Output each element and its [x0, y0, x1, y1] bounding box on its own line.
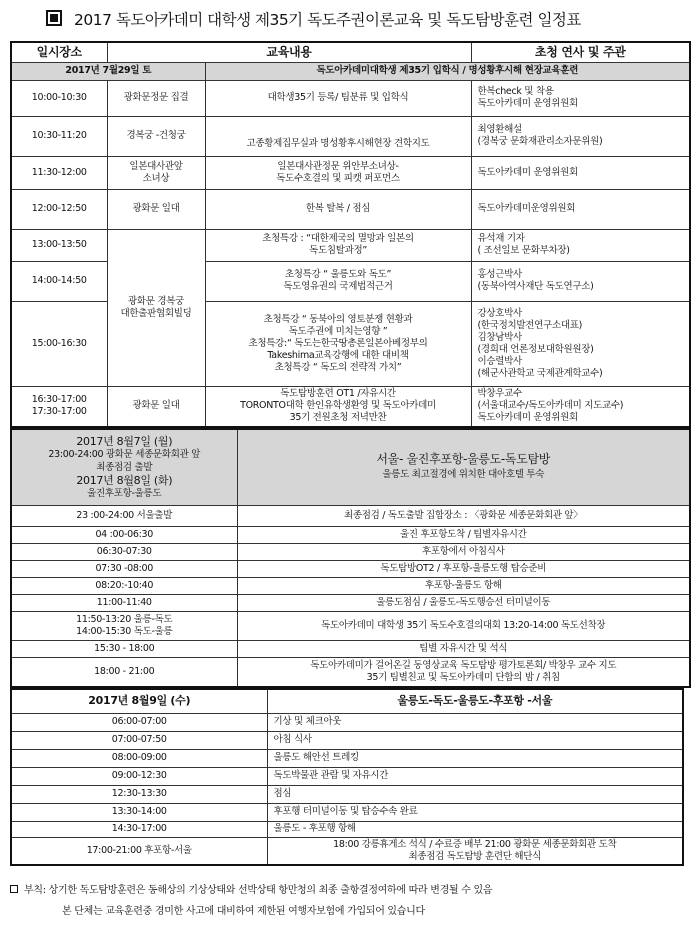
- schedule-table-day2: [10, 428, 691, 688]
- day2-left-header: [11, 429, 237, 505]
- row-time: 14:00-14:50: [11, 261, 107, 301]
- row-time: 17:00-21:00 후포항-서울: [11, 837, 267, 865]
- table-row: [11, 560, 690, 577]
- table-row: [11, 640, 690, 657]
- note-line2: 본 단체는 교육훈련중 경미한 사고에 대비하여 제한된 여행자보험에 가입되어 있습니다: [62, 906, 425, 917]
- row-time: 10:30-11:20: [11, 116, 107, 156]
- row-content: 고종황제집무실과 명성황후시해현장 견학지도: [205, 116, 471, 156]
- table-row: [11, 713, 683, 731]
- table-row: [11, 731, 683, 749]
- row-content: 독도아카데미가 걸어온길 동영상교육 독도탐방 평가토론회/ 박창우 교수 지도 35기 팀별친교 및 독도아카데미 단합의 밤 / 취침: [237, 657, 690, 687]
- table-row: [11, 594, 690, 611]
- day2-date1: 2017년 8월7일 (월): [76, 434, 173, 448]
- row-content: 초청특강 “ 동북아의 영토분쟁 현황과 독도주권에 미치는영향 ” 초청특강:“ 독도는한국땅총론일본아베정부의 Takeshima교육강행에 대한 대비책 초청특강 “ 독도의 전략적 가치”: [205, 301, 471, 386]
- row-time: 08:00-09:00: [11, 749, 267, 767]
- row-content: 울릉도 해안선 트레킹: [267, 749, 683, 767]
- row-place: 광화문 일대: [107, 189, 205, 229]
- table-row: [11, 577, 690, 594]
- day2-date2: 2017년 8월8일 (화): [76, 473, 173, 487]
- row-time: 06:00-07:00: [11, 713, 267, 731]
- row-place: 일본대사관앞 소녀상: [107, 156, 205, 189]
- row-speaker: 독도아카데미운영위원회: [471, 189, 690, 229]
- row-time: 06:30-07:30: [11, 543, 237, 560]
- row-speaker: 박창우교수 (서울대교수/독도아카데미 지도교수) 독도아카데미 운영위원회: [471, 386, 690, 427]
- table-row: [11, 526, 690, 543]
- table-row: [11, 657, 690, 687]
- row-content: 18:00 강릉휴게소 석식 / 수료증 배부 21:00 광화문 세종문화회관 도착 최종점검 독도탐방 훈련단 해단식: [267, 837, 683, 865]
- table-row: [11, 543, 690, 560]
- row-speaker: 유석재 기자 ( 조선일보 문화부차장): [471, 229, 690, 261]
- table-row: [11, 386, 690, 427]
- row-speaker: 최영환해설 (경복궁 문화재관리소자문위원): [471, 116, 690, 156]
- row-time: 08:20:-10:40: [11, 577, 237, 594]
- row-time: 07:00-07:50: [11, 731, 267, 749]
- row-time: 12:30-13:30: [11, 785, 267, 803]
- table-row: [11, 767, 683, 785]
- day1-date: 2017년 7월29일 토: [11, 62, 205, 80]
- day2-hotel: 울릉도 최고절경에 위치한 대아호텔 투숙: [382, 469, 545, 481]
- header-speaker: 초청 연사 및 주관: [471, 42, 690, 62]
- row-content: 대학생35기 등록/ 팀분류 및 입학식: [205, 80, 471, 116]
- table-row: [11, 505, 690, 526]
- row-content: 한복 탈복 / 점심: [205, 189, 471, 229]
- row-content: 아침 식사: [267, 731, 683, 749]
- row-time: 14:30-17:00: [11, 821, 267, 837]
- row-content: 최종점검 / 독도출발 집합장소 : 〈광화문 세종문화회관 앞〉: [237, 505, 690, 526]
- day2-line1: 23:00-24:00 광화문 세종문화회관 앞: [48, 448, 201, 460]
- table-row: [11, 80, 690, 116]
- row-speaker: 강상호박사 (한국정치발전연구소대표) 김창남박사 (경희대 언론정보대학원원장) 이승렬박사 (해군사관학교 국제관계학교수): [471, 301, 690, 386]
- page-title: [46, 8, 581, 30]
- row-content: 독도박물관 관람 및 자유시간: [267, 767, 683, 785]
- day2-route: 서울- 울진후포항-울릉도-독도탐방: [376, 452, 551, 467]
- row-content: 점심: [267, 785, 683, 803]
- day2-right-header: [237, 429, 690, 505]
- header-datetime: 일시장소: [11, 42, 107, 62]
- row-content: 후포항에서 아침식사: [237, 543, 690, 560]
- row-content: 독도탐방OT2 / 후포항-울릉도행 탑승준비: [237, 560, 690, 577]
- note-text1: 부칙: 상기한 독도탐방훈련은 동해상의 기상상태와 선박상태 항만청의 최종 출항결정여하에 따라 변경될 수 있음: [24, 885, 493, 896]
- row-content: 일본대사관정문 위안부소녀상- 독도수호결의 및 피캣 퍼포먼스: [205, 156, 471, 189]
- table-row: [11, 785, 683, 803]
- row-content: 독도탐방훈련 OT1 /자유시간 TORONTO대학 한인유학생환영 및 독도아카데미 35기 전원초청 저녁만찬: [205, 386, 471, 427]
- table-row: [11, 156, 690, 189]
- row-content: 초청특강 “ 울릉도와 독도” 독도영유권의 국제법적근거: [205, 261, 471, 301]
- row-time: 11:00-11:40: [11, 594, 237, 611]
- note-bullet-icon: [10, 885, 18, 893]
- day2-line3: 울진후포항-울릉도: [87, 487, 162, 499]
- header-content: 교육내용: [107, 42, 471, 62]
- row-content: 울진 후포항도착 / 팀별자유시간: [237, 526, 690, 543]
- row-time: 11:50-13:20 울릉-독도 14:00-15:30 독도-울릉: [11, 611, 237, 640]
- row-content: 독도아카데미 대학생 35기 독도수호결의대회 13:20-14:00 독도선착장: [237, 611, 690, 640]
- row-content: 팀별 자유시간 및 석식: [237, 640, 690, 657]
- row-time: 13:00-13:50: [11, 229, 107, 261]
- day3-route: 울릉도-독도-울릉도-후포항 -서울: [267, 689, 683, 713]
- row-speaker: 홍성근박사 (동북아역사재단 독도연구소): [471, 261, 690, 301]
- row-time: 15:00-16:30: [11, 301, 107, 386]
- table-row: [11, 821, 683, 837]
- row-content: 울릉도 - 후포행 항해: [267, 821, 683, 837]
- row-content: 후포항-울릉도 항해: [237, 577, 690, 594]
- table-row: [11, 837, 683, 865]
- table-row: [11, 803, 683, 821]
- day3-date: 2017년 8월9일 (수): [11, 689, 267, 713]
- row-content: 후포행 터미널이동 및 탑승수속 완료: [267, 803, 683, 821]
- row-time: 18:00 - 21:00: [11, 657, 237, 687]
- row-time: 12:00-12:50: [11, 189, 107, 229]
- table-row: [11, 189, 690, 229]
- table-row: [11, 749, 683, 767]
- row-time: 15:30 - 18:00: [11, 640, 237, 657]
- square-bullet-icon: [46, 10, 62, 26]
- table-row: [11, 116, 690, 156]
- day2-line2: 최종점검 출발: [96, 461, 153, 473]
- note-line1: [10, 881, 492, 896]
- table-row: [11, 611, 690, 640]
- table-row: [11, 229, 690, 261]
- day1-topic: 독도아카데미대학생 제35기 입학식 / 명성황후시해 현장교육훈련: [205, 62, 690, 80]
- row-time: 10:00-10:30: [11, 80, 107, 116]
- schedule-table-day1: [10, 41, 691, 428]
- row-content: 초청특강 : “대한제국의 멸망과 일본의 독도침탈과정”: [205, 229, 471, 261]
- row-time: 04 :00-06:30: [11, 526, 237, 543]
- row-place: 광화문정문 집결: [107, 80, 205, 116]
- row-place: 광화문 일대: [107, 386, 205, 427]
- row-content: 울릉도점심 / 울릉도-독도행승선 터미널이동: [237, 594, 690, 611]
- title-text: 2017 독도아카데미 대학생 제35기 독도주권이론교육 및 독도탐방훈련 일정표: [74, 11, 581, 29]
- row-time: 09:00-12:30: [11, 767, 267, 785]
- shared-place: 광화문 경복궁 대한출판협회빌딩: [107, 229, 205, 386]
- row-speaker: 한복check 및 착용 독도아카데미 운영위원회: [471, 80, 690, 116]
- row-time: 23 :00-24:00 서울출발: [11, 505, 237, 526]
- row-time: 07:30 -08:00: [11, 560, 237, 577]
- row-time: 16:30-17:00 17:30-17:00: [11, 386, 107, 427]
- row-content: 기상 및 체크아웃: [267, 713, 683, 731]
- row-time: 13:30-14:00: [11, 803, 267, 821]
- schedule-table-day3: [10, 688, 684, 866]
- row-time: 11:30-12:00: [11, 156, 107, 189]
- row-speaker: 독도아카데미 운영위원회: [471, 156, 690, 189]
- row-place: 경복궁 -건청궁: [107, 116, 205, 156]
